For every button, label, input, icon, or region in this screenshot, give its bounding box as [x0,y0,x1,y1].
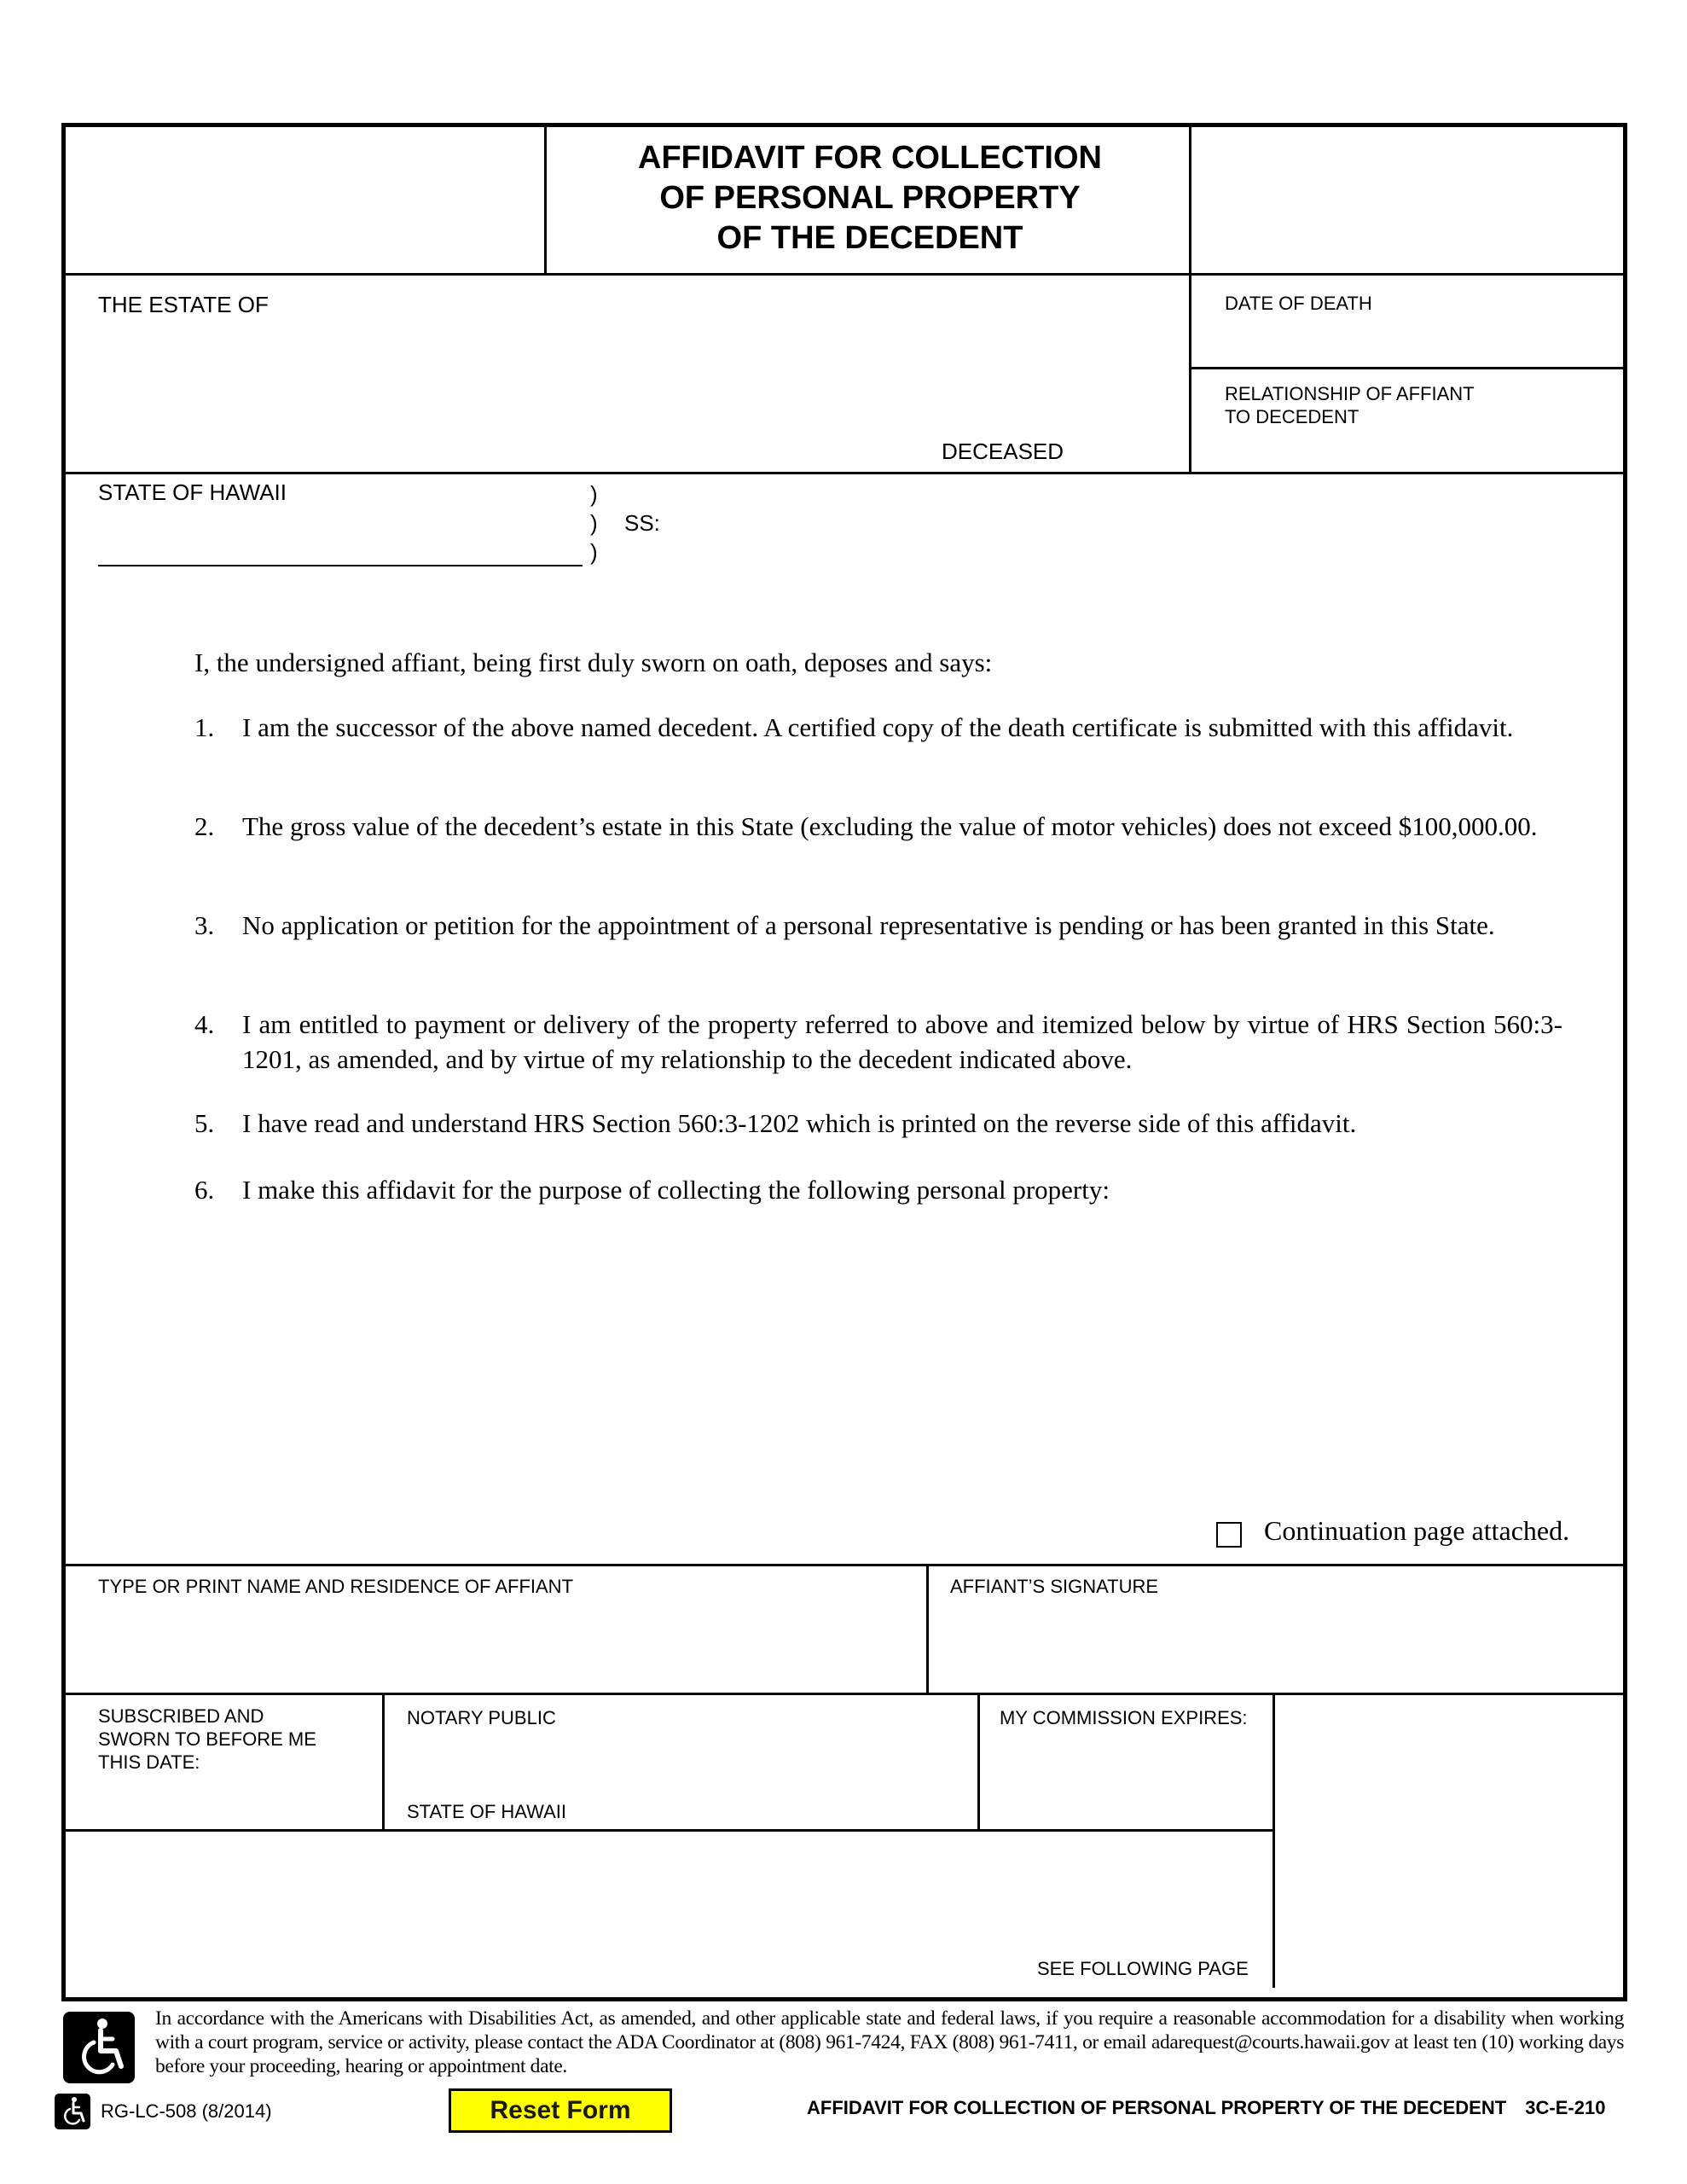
item-text: The gross value of the decedent’s estate in this State (excluding the value of motor vehicles) does not exceed $100,000.00. [242,811,1538,841]
deceased-label: DECEASED [942,439,1064,464]
item-text: I am entitled to payment or delivery of the property referred to above and itemized below by virtue of HRS Section 560:3-1201, as amended, and by virtue of my relationship to the decedent indicated above. [242,1009,1562,1074]
venue-paren: ) [590,481,598,507]
county-underline [98,565,583,566]
wheelchair-icon [55,2094,90,2129]
relationship-label-line: RELATIONSHIP OF AFFIANT [1225,383,1475,404]
title-line: AFFIDAVIT FOR COLLECTION [638,140,1102,176]
ss-label: SS: [624,510,660,536]
divider [63,273,1626,276]
sworn-date-field[interactable] [98,1780,374,1819]
item-number: 4. [194,1009,215,1039]
notary-seal-field[interactable] [1284,1705,1620,1979]
item-text: No application or petition for the appointment of a personal representative is pending or has been granted in this State. [242,910,1495,940]
footer-form-title [807,2097,1605,2119]
divider [1272,1693,1275,1988]
venue-paren: ) [590,539,598,565]
personal-property-field[interactable] [242,1220,1559,1505]
relationship-label-line: TO DECEDENT [1225,406,1359,427]
commission-label: MY COMMISSION EXPIRES: [1000,1707,1248,1728]
form-number: 3C-E-210 [1525,2097,1606,2118]
form-code: RG-LC-508 (8/2014) [101,2100,272,2122]
wheelchair-icon [63,2012,135,2083]
affiant-signature-label: AFFIANT’S SIGNATURE [950,1576,1159,1597]
divider [63,1693,1626,1695]
top-left-field[interactable] [72,136,536,266]
see-following-label: SEE FOLLOWING PAGE [1037,1958,1249,1979]
divider [926,1564,929,1693]
name-residence-field[interactable] [98,1609,912,1684]
name-residence-label: TYPE OR PRINT NAME AND RESIDENCE OF AFFIANT [98,1576,574,1597]
state-label: STATE OF HAWAII [98,479,287,505]
venue-paren: ) [590,510,598,536]
divider [63,472,1626,474]
item-text: I make this affidavit for the purpose of collecting the following personal property: [242,1175,1110,1205]
intro-text: I, the undersigned affiant, being first duly sworn on oath, deposes and says: [194,648,993,677]
item-number: 3. [194,910,215,940]
divider [1189,367,1626,369]
form-title [546,138,1194,258]
item-number: 5. [194,1108,215,1138]
notary-field[interactable] [407,1737,966,1790]
affiant-signature-field[interactable] [950,1609,1619,1684]
item-number: 2. [194,811,215,841]
ada-notice: In accordance with the Americans with Disabilities Act, as amended, and other applicable state and federal laws, if you require a reasonable accommodation for a disability when working with a court program, service or activity, please contact the ADA Coordinator at (808) 961-7424, FAX (808) 961-7411, or email adarequest@courts.hawaii.gov at least ten (10) working days before your proceeding, hearing or appointment date. [155,2007,1624,2077]
estate-name-field[interactable] [98,333,1176,420]
item-number: 1. [194,712,215,742]
date-of-death-field[interactable] [1225,321,1620,360]
divider [977,1693,980,1831]
continuation-label: Continuation page attached. [1264,1515,1570,1546]
subscribed-label [98,1705,316,1774]
title-line: OF PERSONAL PROPERTY [659,180,1081,216]
top-right-field[interactable] [1201,136,1620,266]
title-line: OF THE DECEDENT [716,220,1023,256]
footer-title-text: AFFIDAVIT FOR COLLECTION OF PERSONAL PROPERTY OF THE DECEDENT [807,2097,1507,2118]
item-text: I am the successor of the above named decedent. A certified copy of the death certificate is submitted with this affidavit. [242,712,1514,742]
date-of-death-label: DATE OF DEATH [1225,293,1372,314]
estate-of-label: THE ESTATE OF [98,292,269,317]
divider [63,1564,1626,1566]
relationship-field[interactable] [1225,430,1620,466]
divider [63,1829,1274,1832]
commission-expires-field[interactable] [1000,1740,1264,1810]
subscribed-line: THIS DATE: [98,1751,200,1773]
county-field[interactable] [98,529,584,565]
item-text: I have read and understand HRS Section 560:3-1202 which is printed on the reverse side of this affidavit. [242,1108,1357,1138]
relationship-label [1225,382,1475,428]
item-number: 6. [194,1175,215,1205]
divider [382,1693,385,1831]
subscribed-line: SWORN TO BEFORE ME [98,1728,316,1750]
subscribed-line: SUBSCRIBED AND [98,1705,264,1727]
reset-form-button[interactable]: Reset Form [449,2088,672,2133]
notary-state-label: STATE OF HAWAII [407,1801,566,1822]
continuation-checkbox[interactable] [1216,1522,1242,1548]
notary-label: NOTARY PUBLIC [407,1707,556,1728]
